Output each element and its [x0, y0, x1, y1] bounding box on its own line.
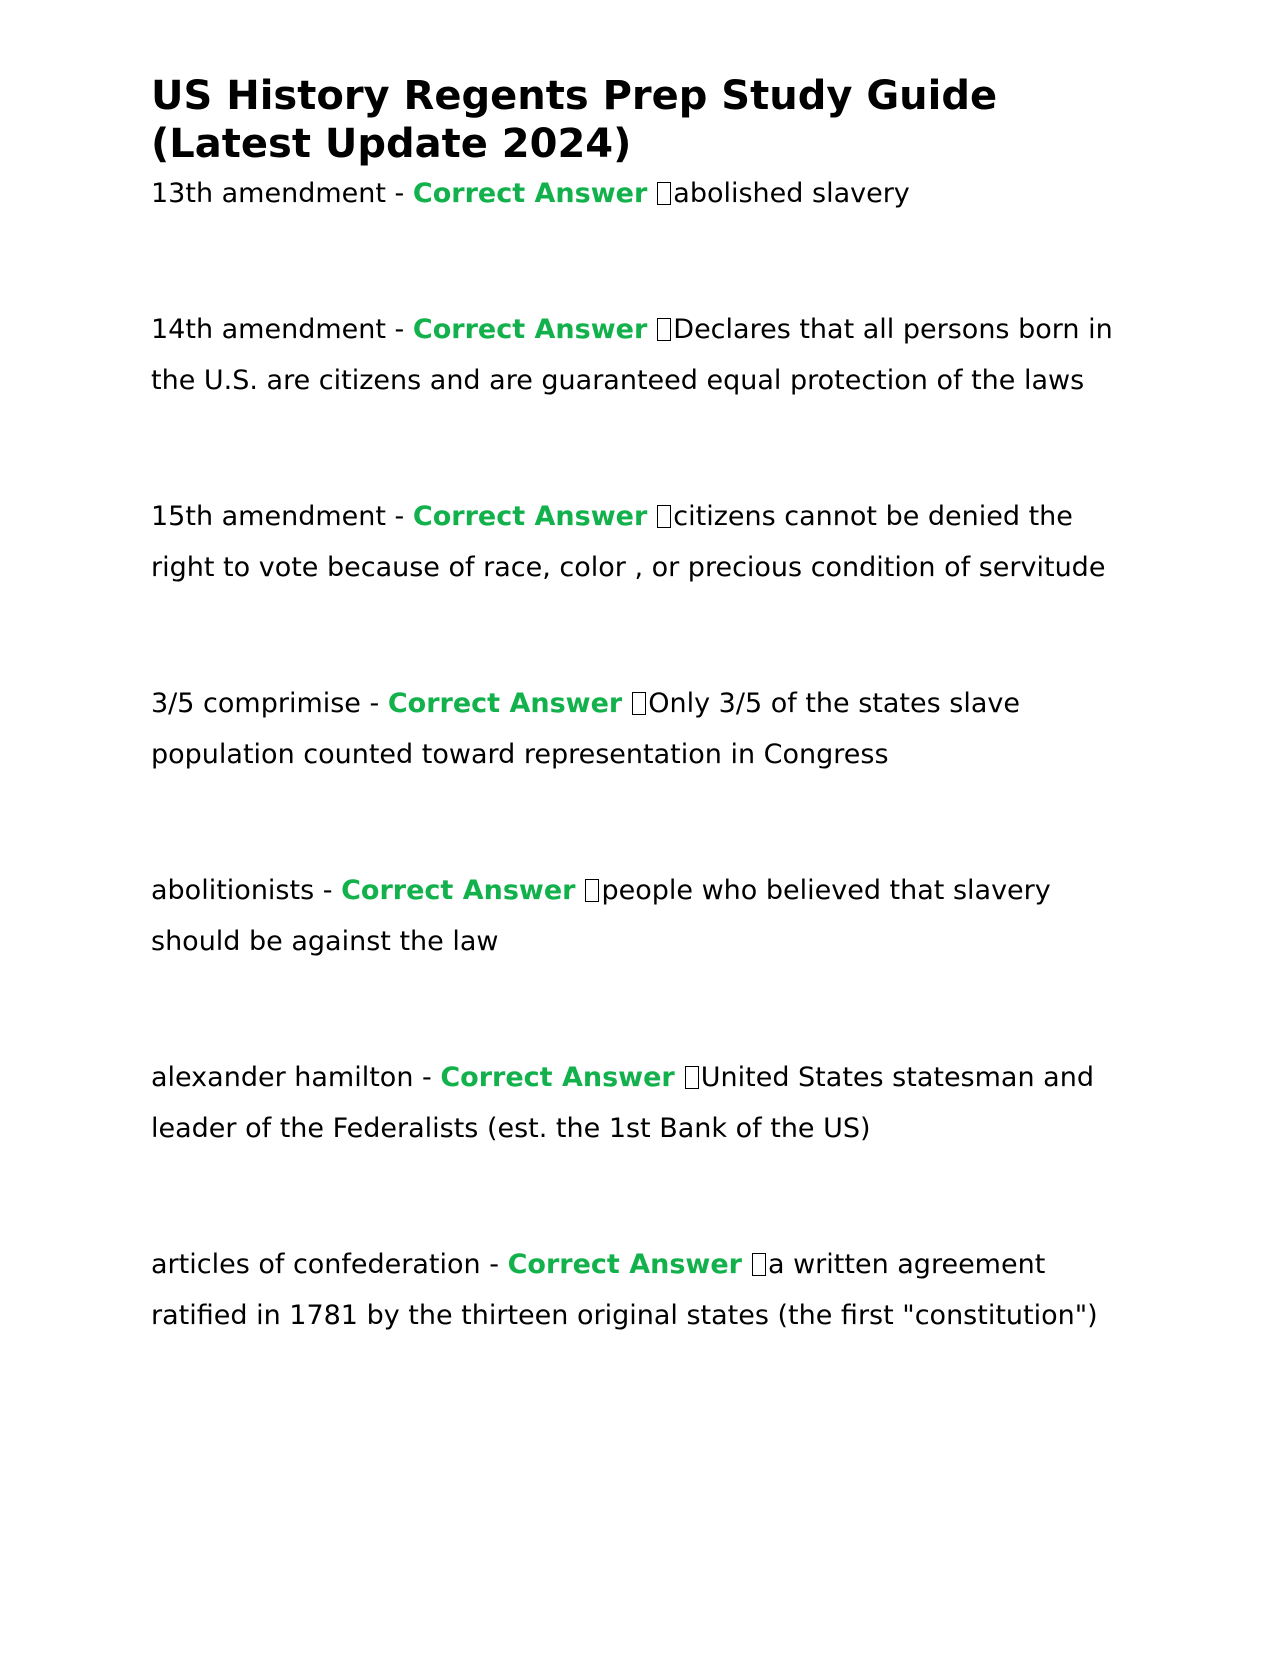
title-line-2: (Latest Update 2024)	[151, 121, 632, 167]
qa-term: articles of confederation	[151, 1249, 481, 1280]
missing-glyph-icon	[657, 182, 671, 205]
qa-item	[151, 168, 1131, 219]
qa-definition: Only 3/5 of the states slave population counted toward representation in Congress	[151, 688, 1020, 770]
qa-separator: -	[385, 178, 413, 209]
qa-definition: United States statesman and leader of the Federalists (est. the 1st Bank of the US)	[151, 1062, 1094, 1144]
correct-answer-label: Correct Answer	[440, 1062, 675, 1093]
qa-term: abolitionists	[151, 875, 315, 906]
qa-item	[151, 678, 1131, 780]
correct-answer-label: Correct Answer	[507, 1249, 742, 1280]
qa-separator: -	[385, 314, 413, 345]
missing-glyph-icon	[657, 318, 671, 341]
correct-answer-label: Correct Answer	[412, 314, 648, 345]
qa-term: 15th amendment	[151, 501, 386, 532]
qa-separator: -	[413, 1062, 441, 1093]
qa-term: 3/5 comprimise	[151, 688, 361, 719]
missing-glyph-icon	[752, 1253, 766, 1276]
qa-list	[151, 168, 1131, 1341]
missing-glyph-icon	[657, 505, 671, 528]
qa-separator: -	[360, 688, 388, 719]
document-title	[151, 72, 1131, 168]
qa-separator: -	[314, 875, 342, 906]
title-line-1: US History Regents Prep Study Guide	[151, 73, 998, 119]
correct-answer-label: Correct Answer	[412, 501, 648, 532]
qa-separator: -	[385, 501, 413, 532]
qa-item	[151, 1052, 1131, 1154]
missing-glyph-icon	[632, 692, 646, 715]
qa-definition: people who believed that slavery should be against the law	[151, 875, 1051, 957]
correct-answer-label: Correct Answer	[412, 178, 648, 209]
qa-term: 14th amendment	[151, 314, 386, 345]
qa-definition: a written agreement ratified in 1781 by the thirteen original states (the first "constitution")	[151, 1249, 1098, 1331]
qa-term: alexander hamilton	[151, 1062, 414, 1093]
qa-definition: abolished slavery	[673, 178, 910, 209]
qa-item	[151, 304, 1131, 406]
missing-glyph-icon	[585, 879, 599, 902]
correct-answer-label: Correct Answer	[387, 688, 623, 719]
qa-separator: -	[480, 1249, 508, 1280]
correct-answer-label: Correct Answer	[341, 875, 576, 906]
document-page	[151, 72, 1131, 1426]
missing-glyph-icon	[685, 1066, 699, 1089]
qa-item	[151, 865, 1131, 967]
qa-item	[151, 1239, 1131, 1341]
qa-item	[151, 491, 1131, 593]
qa-definition: citizens cannot be denied the right to vote because of race, color , or precious condition of servitude	[151, 501, 1106, 583]
qa-definition: Declares that all persons born in the U.S. are citizens and are guaranteed equal protection of the laws	[151, 314, 1113, 396]
qa-term: 13th amendment	[151, 178, 386, 209]
